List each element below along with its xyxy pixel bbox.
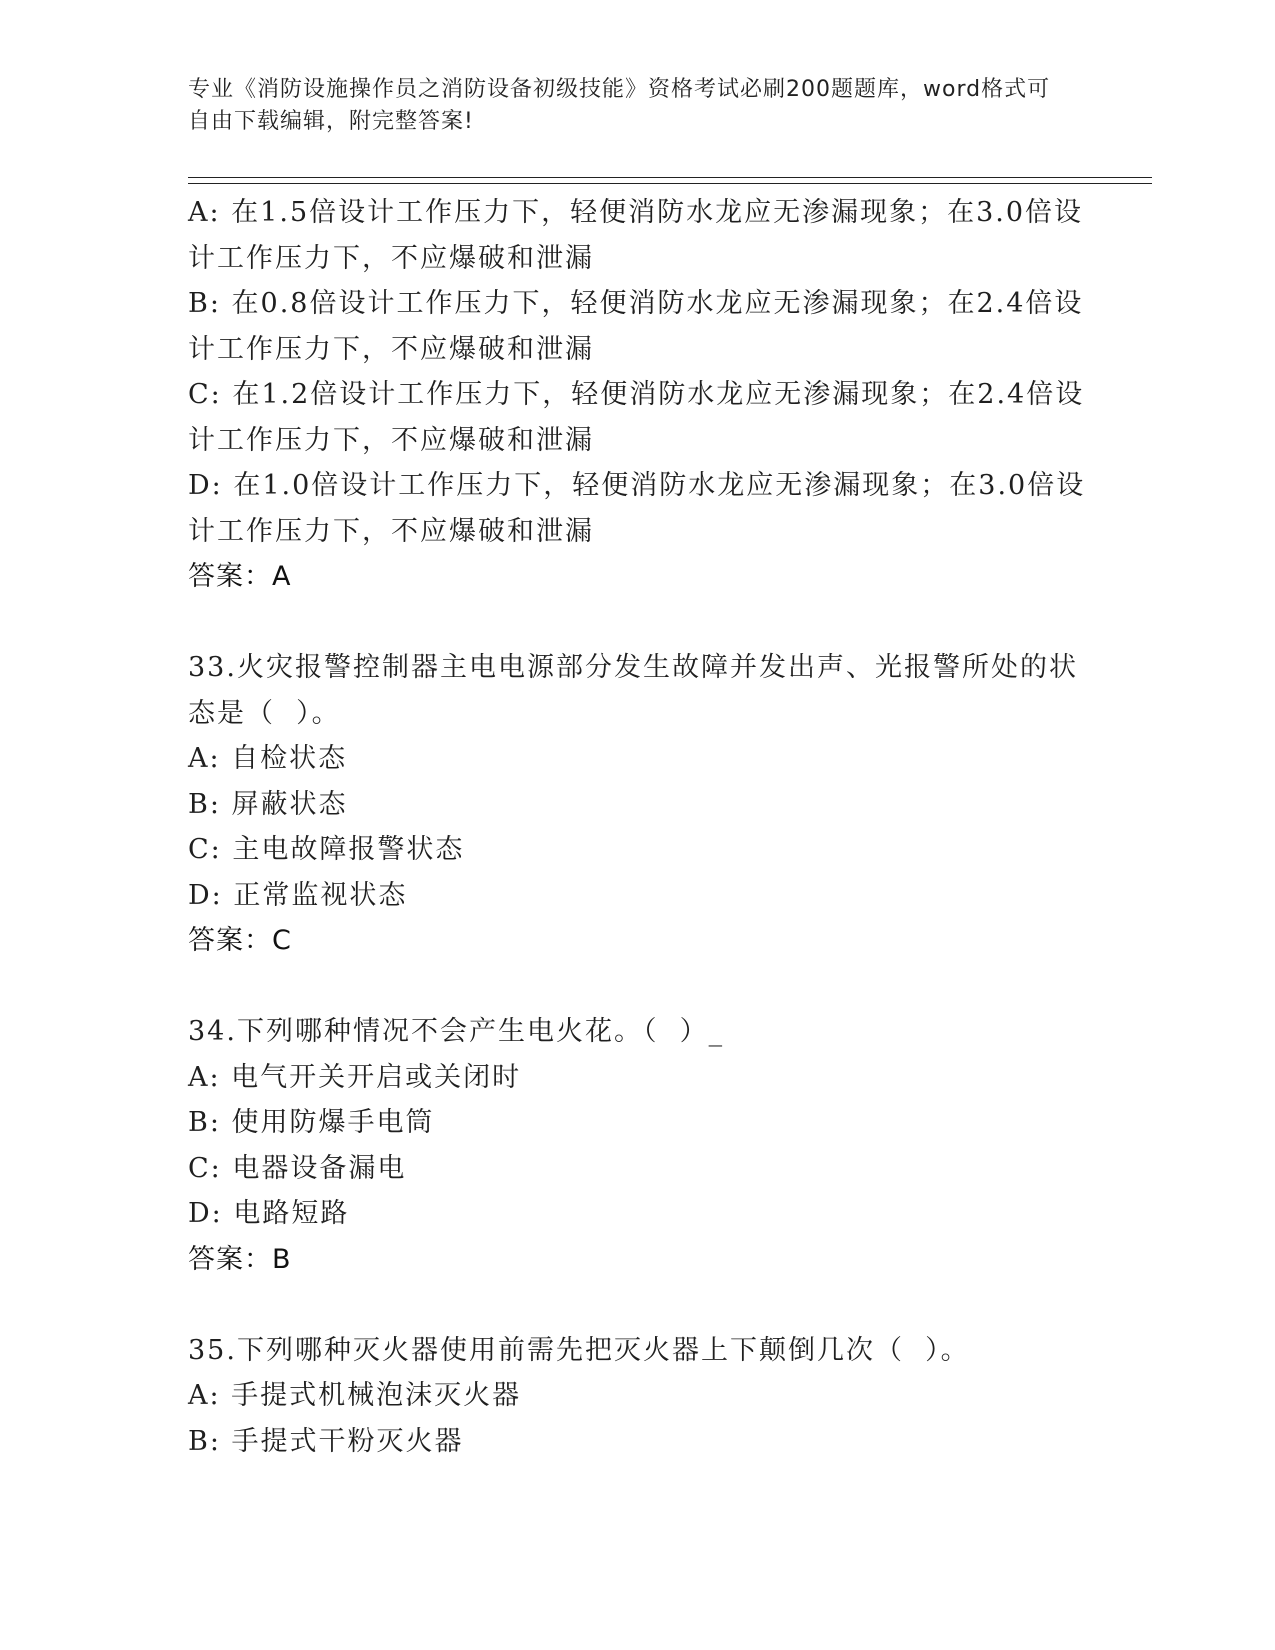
option-c: C: 主电故障报警状态 xyxy=(188,834,465,865)
spacer xyxy=(188,1282,1088,1328)
question-stem: 35.下列哪种灭火器使用前需先把灭火器上下颠倒几次（ ）。 xyxy=(188,1334,970,1366)
header-rule-top xyxy=(188,177,1152,178)
option-b: B: 屏蔽状态 xyxy=(188,788,348,820)
answer: 答案：A xyxy=(188,561,292,592)
question-32-continued xyxy=(188,190,1088,600)
question-35 xyxy=(188,1328,1088,1465)
option-a: A: 电气开关开启或关闭时 xyxy=(188,1061,522,1093)
spacer xyxy=(188,600,1088,646)
header-rule-bottom xyxy=(188,183,1152,184)
question-stem: 34.下列哪种情况不会产生电火花。（ ）_ xyxy=(188,1016,725,1047)
answer: 答案：B xyxy=(188,1243,292,1275)
question-content xyxy=(188,190,1088,1464)
answer: 答案：C xyxy=(188,925,292,956)
option-b: B: 手提式干粉灭火器 xyxy=(188,1425,464,1457)
option-b: B: 在0.8倍设计工作压力下，轻便消防水龙应无渗漏现象；在2.4倍设计工作压力下，不应爆破和泄漏 xyxy=(188,288,1084,365)
option-a: A: 自检状态 xyxy=(188,743,348,774)
spacer xyxy=(188,964,1088,1010)
question-33 xyxy=(188,645,1088,964)
option-a: A: 在1.5倍设计工作压力下，轻便消防水龙应无渗漏现象；在3.0倍设计工作压力下，不应爆破和泄漏 xyxy=(188,197,1084,274)
question-stem: 33.火灾报警控制器主电电源部分发生故障并发出声、光报警所处的状态是（ ）。 xyxy=(188,652,1078,729)
option-b: B: 使用防爆手电筒 xyxy=(188,1107,435,1138)
option-d: D: 在1.0倍设计工作压力下，轻便消防水龙应无渗漏现象；在3.0倍设计工作压力下，不应爆破和泄漏 xyxy=(188,470,1086,547)
option-d: D: 电路短路 xyxy=(188,1198,350,1229)
option-c: C: 电器设备漏电 xyxy=(188,1152,407,1184)
question-34 xyxy=(188,1009,1088,1282)
option-c: C: 在1.2倍设计工作压力下，轻便消防水龙应无渗漏现象；在2.4倍设计工作压力下，不应爆破和泄漏 xyxy=(188,379,1085,456)
document-header: 专业《消防设施操作员之消防设备初级技能》资格考试必刷200题题库，word格式可自由下载编辑，附完整答案! xyxy=(188,77,1051,134)
option-a: A: 手提式机械泡沫灭火器 xyxy=(188,1380,522,1411)
option-d: D: 正常监视状态 xyxy=(188,879,408,911)
